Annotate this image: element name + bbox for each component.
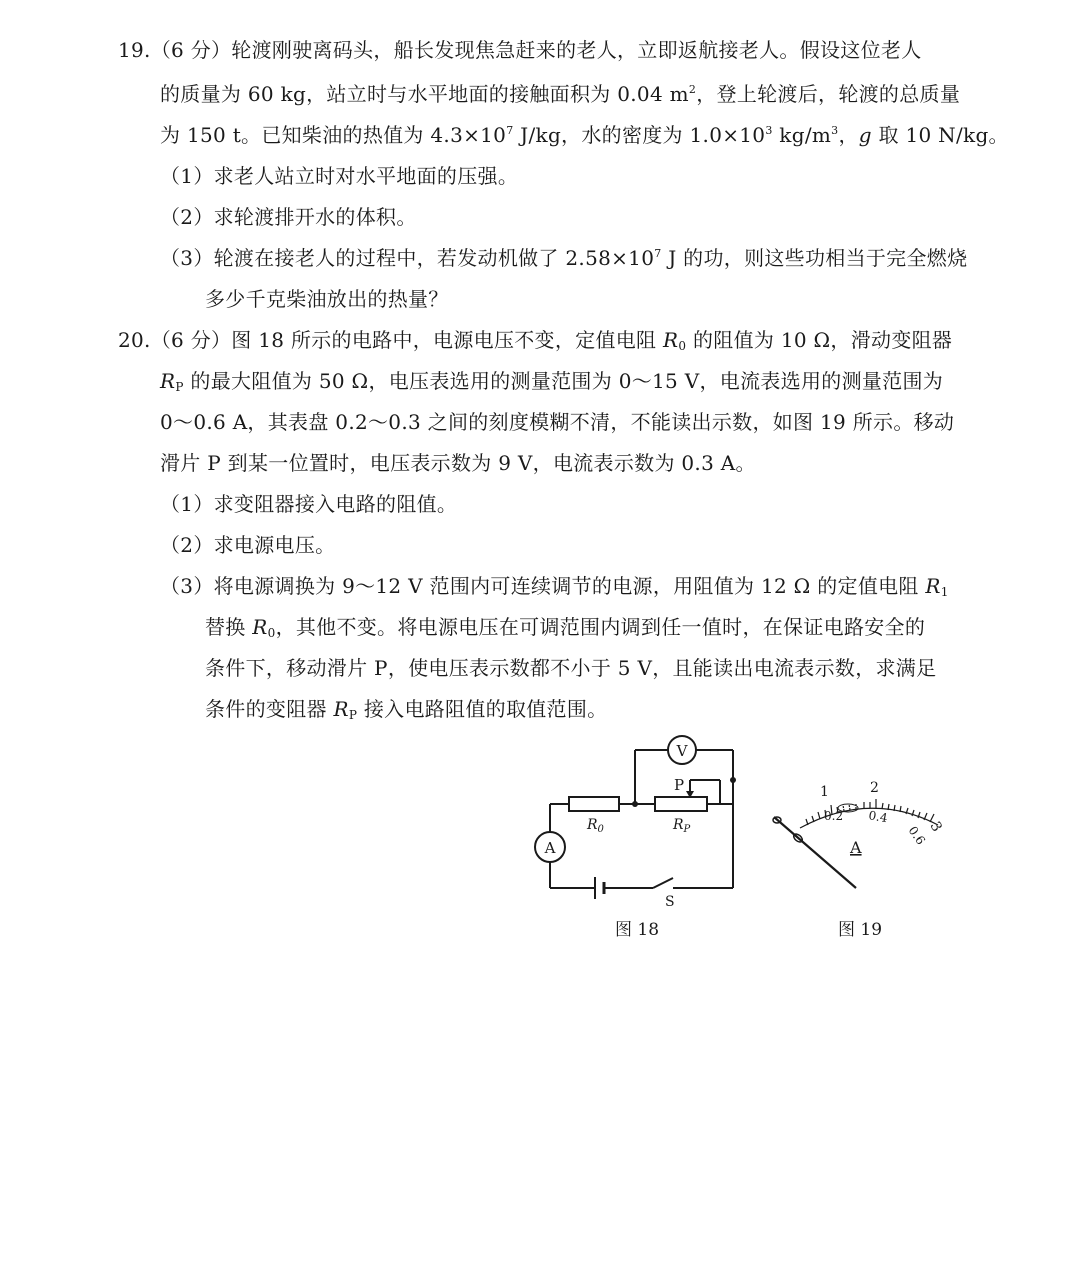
q19-sub2: （2）求轮渡排开水的体积。 [160, 205, 417, 229]
dial-minor-label: 0.2 [824, 809, 844, 823]
junction-dot [730, 777, 736, 783]
q19-sub1: （1）求老人站立时对水平地面的压强。 [160, 164, 519, 188]
q20-line2: $R_P$ 的最大阻值为 50 Ω，电压表选用的测量范围为 0～15 V，电流表选用的测量范围为 [160, 369, 944, 394]
resistor-r0 [569, 797, 619, 811]
q20-sub3-c: 条件下，移动滑片 P，使电压表示数都不小于 5 V，且能读出电流表示数，求满足 [205, 656, 937, 680]
q20-sub2: （2）求电源电压。 [160, 533, 336, 557]
dial-major-label: 1 [820, 784, 829, 800]
q20-sub3-b: 替换 $R_0$，其他不变。将电源电压在可调范围内调到任一值时，在保证电路安全的 [205, 615, 926, 640]
q19-line3: 为 150 t。已知柴油的热值为 $4.3\times 10^7$ J/kg，水的密度为 $1.0\times 10^3$ $kg/m^3$，g 取 10 N/kg。 [160, 123, 1009, 147]
q20-sub3-d: 条件的变阻器 $R_P$ 接入电路阻值的取值范围。 [205, 697, 608, 722]
figure-19-caption: 图 19 [838, 920, 883, 940]
dial-needle [774, 817, 856, 888]
q20-line3: 0～0.6 A，其表盘 0.2～0.3 之间的刻度模糊不清，不能读出示数，如图 19 所示。移动 [160, 410, 955, 434]
voltmeter-label: V [676, 742, 688, 760]
q20-line4: 滑片 P 到某一位置时，电压表示数为 9 V，电流表示数为 0.3 A。 [160, 451, 756, 475]
dial-minor-label: 0.4 [867, 808, 889, 826]
q19-sub3-a: （3）轮渡在接老人的过程中，若发动机做了 $2.58\times 10^7$ J 的功，则这些功相当于完全燃烧 [160, 246, 968, 270]
q19-sub3-b: 多少千克柴油放出的热量？ [205, 287, 449, 311]
figure-18-caption: 图 18 [615, 920, 660, 940]
q20-sub1: （1）求变阻器接入电路的阻值。 [160, 492, 458, 516]
switch-label: S [665, 894, 675, 910]
dial-major-label: 3 [926, 819, 945, 835]
figure-18-circuit-diagram [525, 730, 750, 910]
dial-unit-label: A [850, 838, 862, 857]
rp-label: $R_P$ [673, 817, 691, 835]
r0-label: $R_0$ [587, 817, 604, 835]
dial-minor-label: 0.6 [905, 823, 928, 848]
switch-blade [653, 878, 673, 888]
junction-dot [632, 801, 638, 807]
ammeter-label: A [544, 839, 556, 857]
q20-sub3-a: （3）将电源调换为 9～12 V 范围内可连续调节的电源，用阻值为 12 Ω 的定值电阻 $R_1$ [160, 574, 949, 599]
q19-line1: 19.（6 分）轮渡刚驶离码头，船长发现焦急赶来的老人，立即返航接老人。假设这位老人 [118, 38, 922, 62]
q20-line1: 20.（6 分）图 18 所示的电路中，电源电压不变，定值电阻 $R_0$ 的阻值为 10 Ω，滑动变阻器 [118, 328, 953, 353]
q19-line2: 的质量为 60 kg，站立时与水平地面的接触面积为 0.04 $m^2$，登上轮渡后，轮渡的总质量 [160, 82, 961, 106]
resistor-rp [655, 797, 707, 811]
dial-major-label: 2 [870, 780, 879, 796]
slider-label: P [674, 776, 685, 794]
figure-19-ammeter-dial [760, 770, 950, 895]
